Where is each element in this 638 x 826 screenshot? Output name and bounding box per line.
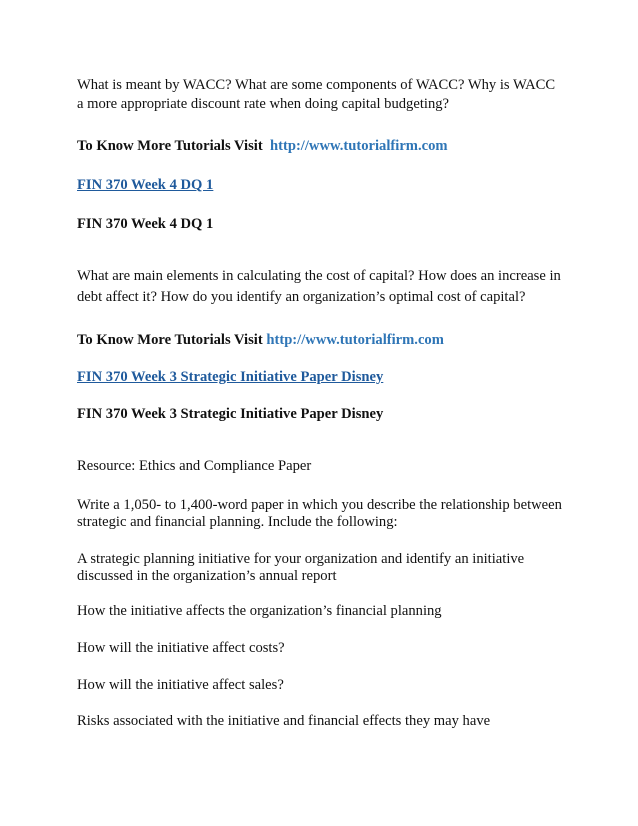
fin370-week3-paper-heading: FIN 370 Week 3 Strategic Initiative Paper Disney — [77, 406, 384, 422]
tutorials-visit-label: To Know More Tutorials Visit — [77, 138, 263, 154]
requirement-item-3: How will the initiative affect costs? — [77, 640, 285, 656]
fin370-week3-paper-link[interactable]: FIN 370 Week 3 Strategic Initiative Paper Disney — [77, 369, 384, 385]
fin370-week4-dq1-link[interactable]: FIN 370 Week 4 DQ 1 — [77, 177, 214, 193]
tutorials-visit-line-1 — [77, 137, 448, 156]
cost-of-capital-question-line-1: What are main elements in calculating the cost of capital? How does an increase in — [77, 268, 561, 284]
cost-of-capital-question-line-2: debt affect it? How do you identify an organization’s optimal cost of capital? — [77, 289, 526, 305]
tutorials-url-link[interactable]: http://www.tutorialfirm.com — [266, 332, 444, 348]
wacc-question-line-1: What is meant by WACC? What are some components of WACC? Why is WACC — [77, 77, 556, 93]
wacc-question-line-2: a more appropriate discount rate when doing capital budgeting? — [77, 96, 450, 112]
tutorials-visit-line-2 — [77, 331, 444, 350]
instructions-line-1: Write a 1,050- to 1,400-word paper in which you describe the relationship between — [77, 497, 562, 513]
instructions-line-2: strategic and financial planning. Include the following: — [77, 514, 398, 530]
resource-line: Resource: Ethics and Compliance Paper — [77, 458, 312, 474]
tutorials-url-link[interactable]: http://www.tutorialfirm.com — [270, 138, 448, 154]
requirement-item-4: How will the initiative affect sales? — [77, 677, 284, 693]
requirement-item-5: Risks associated with the initiative and financial effects they may have — [77, 713, 491, 729]
requirement-item-1-line-2: discussed in the organization’s annual report — [77, 568, 337, 584]
requirement-item-1-line-1: A strategic planning initiative for your organization and identify an initiative — [77, 551, 525, 567]
fin370-week4-dq1-heading: FIN 370 Week 4 DQ 1 — [77, 216, 214, 232]
tutorials-visit-label: To Know More Tutorials Visit — [77, 332, 263, 348]
requirement-item-2: How the initiative affects the organization’s financial planning — [77, 603, 442, 619]
